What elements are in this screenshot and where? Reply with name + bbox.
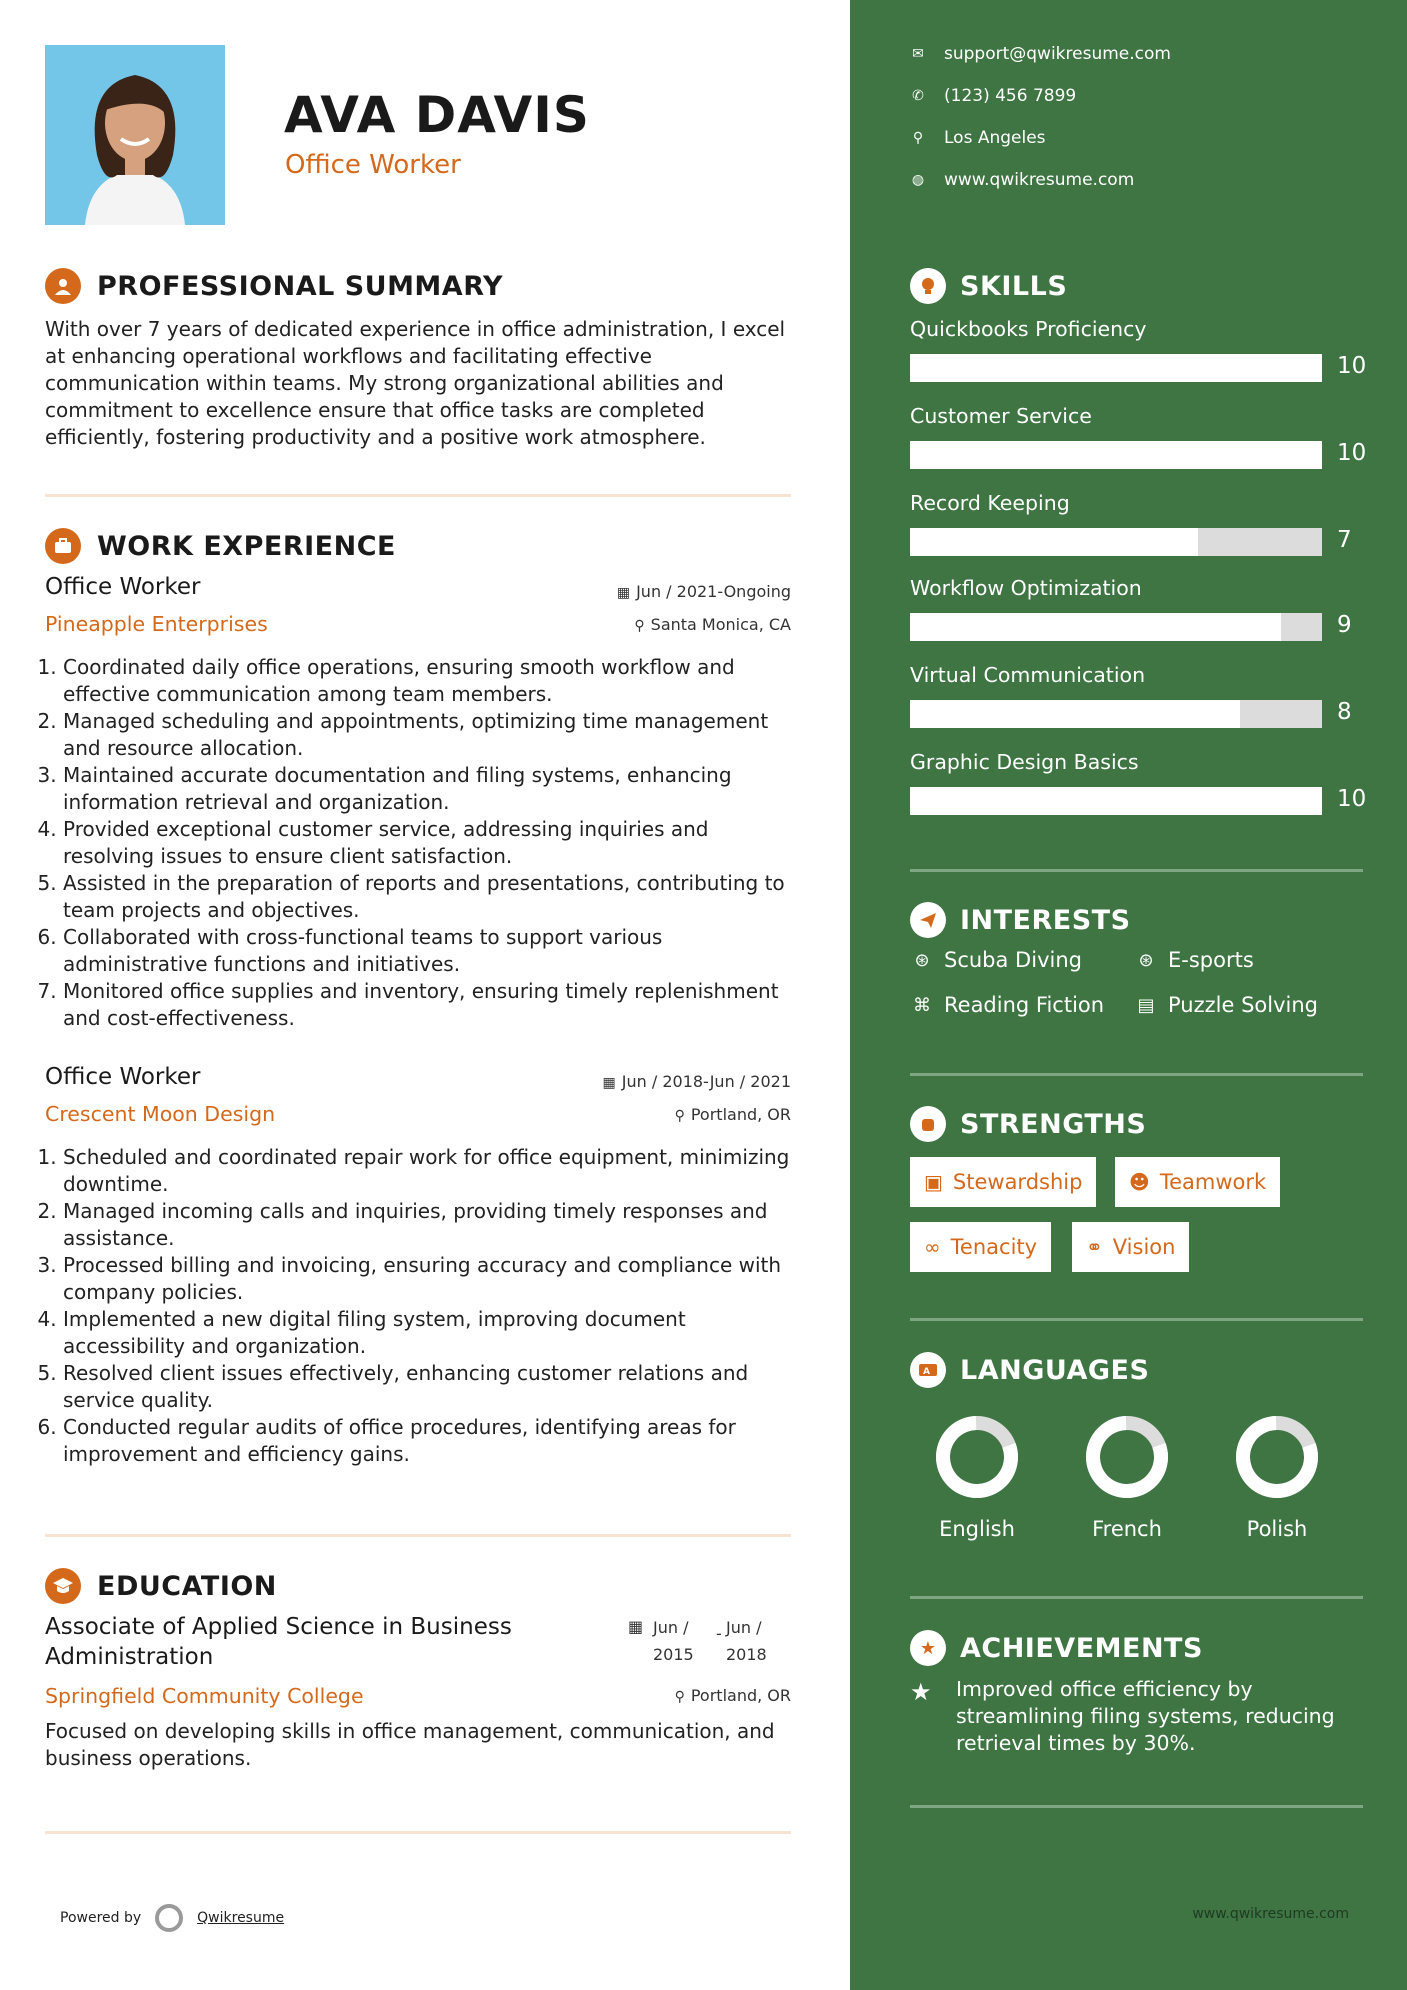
experience-title: WORK EXPERIENCE (97, 530, 396, 562)
pin-icon: ⚲ (674, 1689, 685, 1705)
languages-title: LANGUAGES (960, 1354, 1150, 1386)
graduation-cap-icon (45, 1568, 81, 1604)
globe-icon: ◍ (911, 172, 925, 188)
job-dates-text: Jun / 2018-Jun / 2021 (621, 1072, 791, 1091)
star-icon: ★ (910, 1630, 946, 1666)
calendar-icon: ▦ (602, 1075, 616, 1091)
languages-heading (910, 1352, 1149, 1388)
job-location-text: Santa Monica, CA (650, 615, 791, 634)
education-date-separator: - (716, 1624, 722, 1643)
skill-value: 10 (1337, 353, 1367, 379)
skill-bar-fill (910, 441, 1322, 469)
education-date-start: Jun / 2015 (653, 1618, 694, 1664)
job-location (675, 1105, 791, 1124)
map-pin-icon: ⚲ (912, 130, 924, 146)
job-bullet: 2. Managed scheduling and appointments, optimizing time management and resource allocation. (63, 708, 798, 762)
section-divider (910, 1805, 1363, 1808)
interest-label: E-sports (1168, 948, 1254, 972)
section-divider (910, 1318, 1363, 1321)
strength-chip (910, 1157, 1096, 1207)
phone-icon: ✆ (912, 88, 924, 104)
section-divider (910, 1596, 1363, 1599)
interests-heading (910, 902, 1131, 938)
contact-website-text: www.qwikresume.com (944, 170, 1135, 190)
achievement-text: Improved office efficiency by streamlining filing systems, reducing retrieval times by 30%. (956, 1677, 1335, 1755)
skill-bar (910, 700, 1322, 728)
interest-label: Puzzle Solving (1168, 993, 1318, 1017)
language-label: English (939, 1517, 1015, 1541)
skill-label: Quickbooks Proficiency (910, 317, 1147, 341)
binoculars-icon: ⚭ (1086, 1235, 1103, 1259)
job-responsibilities (63, 1144, 798, 1468)
envelope-icon: ✉ (912, 46, 924, 62)
section-divider (45, 1534, 791, 1537)
contact-phone[interactable] (910, 86, 1076, 106)
achievements-heading (910, 1630, 1203, 1666)
paper-plane-icon (910, 902, 946, 938)
education-heading (45, 1568, 277, 1604)
skill-bar-fill (910, 354, 1322, 382)
company-name: Crescent Moon Design (45, 1102, 276, 1126)
job-bullet: 3. Maintained accurate documentation and filing systems, enhancing information retrieval and organization. (63, 762, 798, 816)
skill-label: Workflow Optimization (910, 576, 1142, 600)
pin-icon: ⚲ (674, 1108, 685, 1124)
skill-bar-fill (910, 787, 1322, 815)
candidate-name: AVA DAVIS (284, 86, 590, 144)
skill-bar-fill (910, 528, 1198, 556)
interest-label: Scuba Diving (944, 948, 1082, 972)
skill-bar (910, 441, 1322, 469)
life-ring-icon: ⊛ (914, 949, 930, 971)
footer-url[interactable]: www.qwikresume.com (1192, 1906, 1349, 1922)
fist-icon (910, 1106, 946, 1142)
education-date-end: Jun / 2018 (726, 1618, 767, 1664)
strength-label: Vision (1112, 1235, 1176, 1259)
candidate-role: Office Worker (285, 150, 461, 180)
job-bullet: 7. Monitored office supplies and inventory, ensuring timely replenishment and cost-effectiveness. (63, 978, 798, 1032)
contact-location (910, 128, 1046, 148)
section-divider (910, 869, 1363, 872)
skills-heading (910, 268, 1067, 304)
gamepad-icon: ⌘ (913, 994, 931, 1016)
job-location (634, 615, 791, 634)
pin-icon: ⚲ (634, 618, 645, 634)
job-dates-text: Jun / 2021-Ongoing (636, 582, 791, 601)
skill-label: Record Keeping (910, 491, 1070, 515)
job-bullet: 3. Processed billing and invoicing, ensuring accuracy and compliance with company policies. (63, 1252, 798, 1306)
interest-label: Reading Fiction (944, 993, 1105, 1017)
achievements-title: ACHIEVEMENTS (960, 1632, 1203, 1664)
language-level-donut (1232, 1412, 1322, 1502)
interest-item (1134, 948, 1254, 972)
skill-bar-fill (910, 613, 1281, 641)
skill-bar-fill (910, 700, 1240, 728)
job-bullet: 6. Conducted regular audits of office procedures, identifying areas for improvement and efficiency gains. (63, 1414, 798, 1468)
powered-by-label: Powered by (60, 1910, 142, 1926)
strength-chip (910, 1222, 1051, 1272)
contact-email[interactable] (910, 44, 1171, 64)
skill-value: 10 (1337, 786, 1367, 812)
school-name: Springfield Community College (45, 1684, 364, 1708)
summary-heading (45, 268, 503, 304)
contact-website[interactable] (910, 170, 1134, 190)
qwikresume-logo (155, 1904, 183, 1932)
interest-item (1134, 993, 1318, 1017)
interests-title: INTERESTS (960, 904, 1131, 936)
calendar-icon: ▦ (628, 1617, 644, 1636)
education-location (675, 1686, 791, 1705)
summary-text: With over 7 years of dedicated experience in office administration, I excel at enhancing operational workflows and facilitating effective communication within teams. My strong organizational abilities and commitment to excellence ensure that office tasks are completed efficiently, fostering productivity and a positive work atmosphere. (45, 317, 786, 449)
skill-bar (910, 354, 1322, 382)
contact-email-text: support@qwikresume.com (944, 44, 1171, 64)
powered-by (60, 1904, 284, 1932)
language-icon (910, 1352, 946, 1388)
skill-value: 9 (1337, 612, 1352, 638)
strength-label: Stewardship (952, 1170, 1083, 1194)
skill-label: Virtual Communication (910, 663, 1146, 687)
language-level-donut (1082, 1412, 1172, 1502)
user-icon (45, 268, 81, 304)
job-dates (603, 1072, 791, 1091)
strengths-title: STRENGTHS (960, 1108, 1147, 1140)
education-location-text: Portland, OR (690, 1686, 791, 1705)
job-bullet: 2. Managed incoming calls and inquiries, providing timely responses and assistance. (63, 1198, 798, 1252)
section-divider (45, 1831, 791, 1834)
skill-bar (910, 528, 1322, 556)
section-divider (910, 1073, 1363, 1076)
star-bullet-icon: ★ (910, 1678, 932, 1706)
lightbulb-icon (910, 268, 946, 304)
book-icon: ▤ (1137, 994, 1155, 1016)
svg-text:A: A (923, 1367, 930, 1377)
job-bullet: 4. Provided exceptional customer service, addressing inquiries and resolving issues to ensure client satisfaction. (63, 816, 798, 870)
sidebar (850, 0, 1407, 1990)
briefcase-icon (45, 528, 81, 564)
strength-label: Teamwork (1159, 1170, 1267, 1194)
briefcase-icon: ▣ (924, 1170, 943, 1194)
skill-value: 8 (1337, 699, 1352, 725)
skills-title: SKILLS (960, 270, 1068, 302)
skill-label: Graphic Design Basics (910, 750, 1139, 774)
language-label: French (1092, 1517, 1162, 1541)
skill-bar (910, 787, 1322, 815)
language-level-donut (932, 1412, 1022, 1502)
job-title: Office Worker (45, 574, 201, 600)
brand-link[interactable]: Qwikresume (197, 1910, 285, 1926)
job-bullet: 5. Resolved client issues effectively, enhancing customer relations and service quality. (63, 1360, 798, 1414)
degree-title: Associate of Applied Science in Business Administration (45, 1614, 512, 1670)
link-icon: ∞ (924, 1235, 941, 1259)
skill-value: 7 (1337, 527, 1352, 553)
job-dates (617, 582, 791, 601)
summary-title: PROFESSIONAL SUMMARY (97, 270, 504, 302)
interest-item (910, 993, 1104, 1017)
profile-photo (45, 45, 225, 225)
skill-bar (910, 613, 1322, 641)
education-title: EDUCATION (97, 1570, 277, 1602)
company-name: Pineapple Enterprises (45, 612, 268, 636)
experience-heading (45, 528, 396, 564)
section-divider (45, 494, 791, 497)
calendar-icon: ▦ (616, 585, 631, 601)
job-bullet: 1. Scheduled and coordinated repair work for office equipment, minimizing downtime. (63, 1144, 798, 1198)
job-bullet: 1. Coordinated daily office operations, ensuring smooth workflow and effective communication among team members. (63, 654, 798, 708)
job-bullet: 5. Assisted in the preparation of reports and presentations, contributing to team projects and objectives. (63, 870, 798, 924)
strength-chip (1072, 1222, 1189, 1272)
strengths-heading (910, 1106, 1146, 1142)
job-bullet: 4. Implemented a new digital filing system, improving document accessibility and organization. (63, 1306, 798, 1360)
strength-chip (1115, 1157, 1280, 1207)
life-ring-icon: ⊛ (1138, 949, 1154, 971)
skill-label: Customer Service (910, 404, 1092, 428)
job-bullet: 6. Collaborated with cross-functional teams to support various administrative functions and initiatives. (63, 924, 798, 978)
skill-value: 10 (1337, 440, 1367, 466)
contact-phone-text: (123) 456 7899 (944, 86, 1077, 106)
job-title: Office Worker (45, 1064, 201, 1090)
contact-location-text: Los Angeles (944, 128, 1046, 148)
strength-label: Tenacity (950, 1235, 1038, 1259)
job-location-text: Portland, OR (690, 1105, 791, 1124)
job-responsibilities (63, 654, 798, 1032)
education-description: Focused on developing skills in office management, communication, and business operations. (45, 1719, 775, 1770)
interest-item (910, 948, 1082, 972)
language-label: Polish (1246, 1517, 1308, 1541)
users-icon: ☻ (1129, 1170, 1150, 1194)
